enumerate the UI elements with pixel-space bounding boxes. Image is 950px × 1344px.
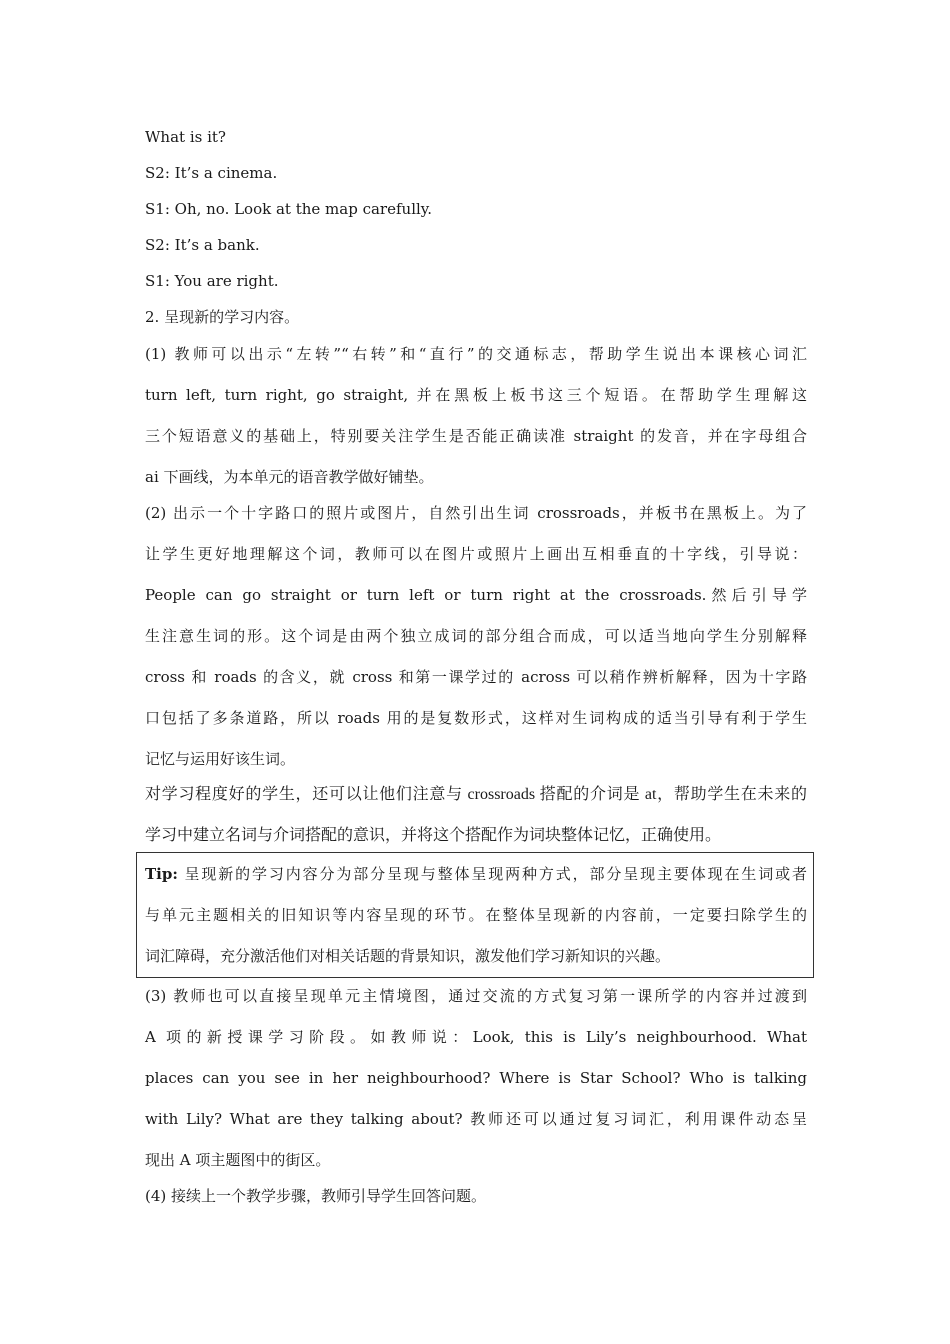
dialogue-line: What is it? <box>145 128 226 146</box>
paragraph-line: 生注意生词的形。这个词是由两个独立成词的部分组合而成，可以适当地向学生分别解释 <box>145 627 807 645</box>
tip-text: 呈现新的学习内容分为部分呈现与整体呈现两种方式，部分呈现主要体现在生词或者 <box>184 865 807 883</box>
dialogue-line: S2: It’s a bank. <box>145 236 260 254</box>
paragraph-line: People can go straight or turn left or turn right at the crossroads.然后引导学 <box>145 586 807 604</box>
paragraph-line: ai 下画线，为本单元的语音教学做好铺垫。 <box>145 468 434 486</box>
section-heading: 2. 呈现新的学习内容。 <box>145 308 300 326</box>
dialogue-line: S2: It’s a cinema. <box>145 164 278 182</box>
tip-label: Tip: <box>145 865 178 883</box>
paragraph-line: A 项的新授课学习阶段。如教师说：Look, this is Lily’s neighbourhood. What <box>145 1028 807 1046</box>
paragraph-line: turn left, turn right, go straight, 并在黑板上板书这三个短语。在帮助学生理解这 <box>145 386 807 404</box>
dialogue-line: S1: You are right. <box>145 272 279 290</box>
paragraph-line: 口包括了多条道路，所以 roads 用的是复数形式，这样对生词构成的适当引导有利于学生 <box>145 709 807 727</box>
paragraph-line: 现出 A 项主题图中的街区。 <box>145 1151 331 1169</box>
paragraph-line: (1) 教师可以出示“左转”“右转”和“直行”的交通标志，帮助学生说出本课核心词汇 <box>145 345 807 363</box>
tip-line <box>145 864 807 884</box>
paragraph-line: 三个短语意义的基础上，特别要关注学生是否能正确读准 straight 的发音，并在字母组合 <box>145 427 807 445</box>
paragraph-line: 记忆与运用好该生词。 <box>145 750 296 768</box>
paragraph-line: 学习中建立名词与介词搭配的意识，并将这个搭配作为词块整体记忆，正确使用。 <box>145 827 722 844</box>
paragraph-line: places can you see in her neighbourhood? Where is Star School? Who is talking <box>145 1069 807 1087</box>
paragraph-line: cross 和 roads 的含义，就 cross 和第一课学过的 across 可以稍作辨析解释，因为十字路 <box>145 668 807 686</box>
paragraph-line: (2) 出示一个十字路口的照片或图片，自然引出生词 crossroads，并板书在黑板上。为了 <box>145 504 807 522</box>
paragraph-line: (4) 接续上一个教学步骤，教师引导学生回答问题。 <box>145 1187 487 1205</box>
paragraph-line: (3) 教师也可以直接呈现单元主情境图，通过交流的方式复习第一课所学的内容并过渡到 <box>145 987 807 1005</box>
paragraph-line: with Lily? What are they talking about? 教师还可以通过复习词汇，利用课件动态呈 <box>145 1110 807 1128</box>
tip-line: 与单元主题相关的旧知识等内容呈现的环节。在整体呈现新的内容前，一定要扫除学生的 <box>145 906 807 924</box>
paragraph-line: 让学生更好地理解这个词，教师可以在图片或照片上画出互相垂直的十字线，引导说： <box>145 545 807 563</box>
paragraph-line: 对学习程度好的学生，还可以让他们注意与 crossroads 搭配的介词是 at，帮助学生在未来的 <box>145 786 807 803</box>
dialogue-line: S1: Oh, no. Look at the map carefully. <box>145 200 433 218</box>
tip-line: 词汇障碍，充分激活他们对相关话题的背景知识，激发他们学习新知识的兴趣。 <box>145 947 671 965</box>
